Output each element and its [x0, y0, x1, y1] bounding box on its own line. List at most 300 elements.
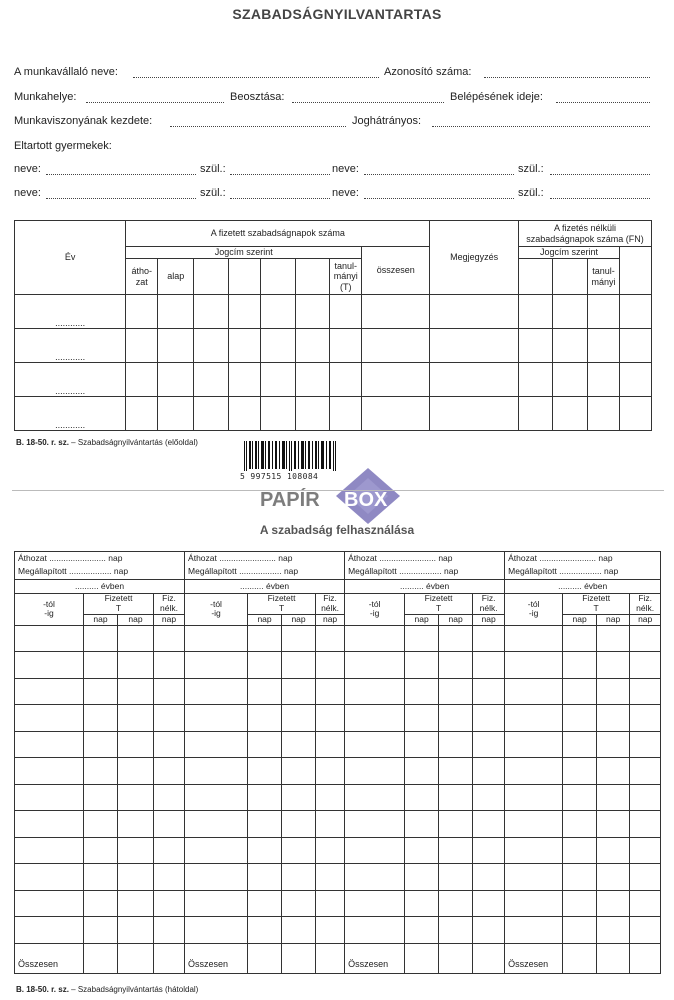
cell[interactable]: [185, 625, 248, 652]
table-row: [15, 295, 652, 329]
cell[interactable]: [597, 705, 630, 732]
cell[interactable]: [185, 890, 248, 917]
employment-start-field[interactable]: [170, 126, 346, 127]
cell[interactable]: [597, 731, 630, 758]
cell[interactable]: [619, 295, 651, 329]
cell[interactable]: [563, 917, 597, 944]
cell[interactable]: [316, 758, 345, 785]
cell[interactable]: [563, 784, 597, 811]
cell[interactable]: [619, 329, 651, 363]
cell[interactable]: [118, 784, 154, 811]
total-cell[interactable]: [84, 943, 118, 973]
cell[interactable]: [15, 837, 84, 864]
child-3-born-field[interactable]: [230, 198, 330, 199]
cell[interactable]: [118, 811, 154, 838]
cell[interactable]: [185, 705, 248, 732]
cell[interactable]: [84, 784, 118, 811]
cell[interactable]: [619, 397, 651, 431]
cell[interactable]: [630, 890, 661, 917]
cell[interactable]: [296, 397, 330, 431]
cell[interactable]: [185, 731, 248, 758]
cell[interactable]: [154, 784, 185, 811]
cell[interactable]: [282, 811, 316, 838]
cell[interactable]: [248, 837, 282, 864]
cell[interactable]: [84, 837, 118, 864]
cell[interactable]: [439, 731, 473, 758]
cell[interactable]: [296, 363, 330, 397]
cell[interactable]: [430, 363, 519, 397]
cell[interactable]: [405, 758, 439, 785]
cell[interactable]: [362, 329, 430, 363]
year-cell[interactable]: ............: [15, 295, 126, 329]
cell[interactable]: [316, 625, 345, 652]
cell[interactable]: [158, 329, 194, 363]
cell[interactable]: [630, 917, 661, 944]
cell[interactable]: [405, 625, 439, 652]
cell[interactable]: [185, 837, 248, 864]
cell[interactable]: [248, 731, 282, 758]
cell[interactable]: [154, 731, 185, 758]
cell[interactable]: [282, 890, 316, 917]
cell[interactable]: [229, 363, 261, 397]
cell[interactable]: [588, 397, 620, 431]
employee-name-field[interactable]: [133, 77, 379, 78]
cell[interactable]: [118, 758, 154, 785]
cell[interactable]: [563, 890, 597, 917]
workplace-field[interactable]: [86, 102, 224, 103]
cell[interactable]: [473, 731, 505, 758]
cell[interactable]: [597, 758, 630, 785]
cell[interactable]: [154, 811, 185, 838]
cell[interactable]: [505, 890, 563, 917]
from-to-header: -tól -ig: [15, 594, 84, 626]
cell[interactable]: [15, 917, 84, 944]
cell[interactable]: [15, 811, 84, 838]
nap-header: nap: [282, 614, 316, 625]
cell[interactable]: [597, 837, 630, 864]
cell[interactable]: [154, 917, 185, 944]
cell[interactable]: [248, 652, 282, 679]
cell[interactable]: [505, 678, 563, 705]
cell[interactable]: [84, 625, 118, 652]
cell[interactable]: [282, 652, 316, 679]
total-cell[interactable]: [405, 943, 439, 973]
cell[interactable]: [316, 864, 345, 891]
cell[interactable]: [505, 625, 563, 652]
cell[interactable]: [296, 295, 330, 329]
child-1-name-label: neve:: [14, 163, 41, 175]
nap-header: nap: [473, 614, 505, 625]
cell[interactable]: [630, 864, 661, 891]
cell[interactable]: [158, 363, 194, 397]
cell[interactable]: [316, 731, 345, 758]
cell[interactable]: [439, 837, 473, 864]
cell[interactable]: [630, 837, 661, 864]
cell[interactable]: [126, 329, 158, 363]
table-row: [15, 917, 661, 944]
seniority-field[interactable]: [432, 126, 650, 127]
cell[interactable]: [282, 705, 316, 732]
cell[interactable]: [316, 811, 345, 838]
cell[interactable]: [185, 917, 248, 944]
cell[interactable]: [15, 864, 84, 891]
cell[interactable]: [229, 397, 261, 431]
cell[interactable]: [505, 652, 563, 679]
position-field[interactable]: [292, 102, 444, 103]
cell[interactable]: [597, 890, 630, 917]
cell[interactable]: [316, 784, 345, 811]
total-cell[interactable]: [248, 943, 282, 973]
cell[interactable]: [518, 295, 552, 329]
cell[interactable]: [154, 625, 185, 652]
cell[interactable]: [439, 864, 473, 891]
entry-date-field[interactable]: [556, 102, 650, 103]
cell[interactable]: [282, 837, 316, 864]
cell[interactable]: [552, 295, 587, 329]
cell[interactable]: [248, 784, 282, 811]
cell[interactable]: [185, 784, 248, 811]
cell[interactable]: [563, 678, 597, 705]
total-cell[interactable]: [439, 943, 473, 973]
cell[interactable]: [439, 890, 473, 917]
cell[interactable]: [282, 784, 316, 811]
cell[interactable]: [430, 295, 519, 329]
cell[interactable]: [261, 295, 296, 329]
cell[interactable]: [154, 890, 185, 917]
cell[interactable]: [430, 397, 519, 431]
total-cell[interactable]: [563, 943, 597, 973]
cell[interactable]: [118, 731, 154, 758]
cell[interactable]: [597, 811, 630, 838]
cell[interactable]: [84, 917, 118, 944]
cell[interactable]: [405, 784, 439, 811]
cell[interactable]: [118, 837, 154, 864]
cell[interactable]: [563, 864, 597, 891]
cell[interactable]: [439, 625, 473, 652]
child-4-name-field[interactable]: [364, 198, 514, 199]
cell[interactable]: [473, 917, 505, 944]
cell[interactable]: [563, 837, 597, 864]
unpaid-header: Fiz. nélk.: [630, 594, 661, 615]
cell[interactable]: [229, 295, 261, 329]
employee-name-label: A munkavállaló neve:: [14, 66, 118, 78]
total-cell[interactable]: [282, 943, 316, 973]
cell[interactable]: [563, 625, 597, 652]
cell[interactable]: [552, 397, 587, 431]
cell[interactable]: [345, 625, 405, 652]
cell[interactable]: [248, 625, 282, 652]
cell[interactable]: [473, 678, 505, 705]
year-cell[interactable]: ............: [15, 363, 126, 397]
cell[interactable]: [473, 890, 505, 917]
cell[interactable]: [563, 652, 597, 679]
cell[interactable]: [518, 363, 552, 397]
cell[interactable]: [154, 678, 185, 705]
cell[interactable]: [405, 917, 439, 944]
cell[interactable]: [282, 864, 316, 891]
cell[interactable]: [405, 864, 439, 891]
cell[interactable]: [597, 678, 630, 705]
cell[interactable]: [316, 837, 345, 864]
blank-header: [229, 259, 261, 295]
cell[interactable]: [588, 329, 620, 363]
notes-header: Megjegyzés: [430, 221, 519, 295]
cell[interactable]: [316, 890, 345, 917]
child-3-name-label: neve:: [14, 187, 41, 199]
cell[interactable]: [118, 625, 154, 652]
cell[interactable]: [439, 811, 473, 838]
cell[interactable]: [430, 329, 519, 363]
established-line: Megállapított .................. nap: [505, 566, 661, 580]
cell[interactable]: [345, 758, 405, 785]
cell[interactable]: [248, 705, 282, 732]
cell[interactable]: [126, 363, 158, 397]
cell[interactable]: [630, 758, 661, 785]
cell[interactable]: [282, 625, 316, 652]
cell[interactable]: [345, 678, 405, 705]
cell[interactable]: [362, 397, 430, 431]
cell[interactable]: [362, 295, 430, 329]
cell[interactable]: [473, 652, 505, 679]
cell[interactable]: [630, 731, 661, 758]
cell[interactable]: [563, 705, 597, 732]
child-1-name-field[interactable]: [46, 174, 196, 175]
cell[interactable]: [630, 652, 661, 679]
cell[interactable]: [248, 758, 282, 785]
cell[interactable]: [345, 811, 405, 838]
cell[interactable]: [282, 758, 316, 785]
cell[interactable]: [118, 705, 154, 732]
cell[interactable]: [194, 329, 229, 363]
papirbox-logo-icon: [258, 466, 420, 528]
cell[interactable]: [15, 625, 84, 652]
child-1-born-field[interactable]: [230, 174, 330, 175]
cell[interactable]: [185, 864, 248, 891]
cell[interactable]: [185, 652, 248, 679]
cell[interactable]: [473, 837, 505, 864]
cell[interactable]: [248, 678, 282, 705]
cell[interactable]: [84, 811, 118, 838]
cell[interactable]: [505, 811, 563, 838]
cell[interactable]: [345, 705, 405, 732]
cell[interactable]: [84, 705, 118, 732]
study-header: tanul- mányi (T): [330, 259, 362, 295]
cell[interactable]: [154, 705, 185, 732]
cell[interactable]: [362, 363, 430, 397]
nap-header: nap: [316, 614, 345, 625]
cell[interactable]: [405, 731, 439, 758]
cell[interactable]: [118, 678, 154, 705]
cell[interactable]: [126, 295, 158, 329]
cell[interactable]: [261, 329, 296, 363]
child-4-name-label: neve:: [332, 187, 359, 199]
cell[interactable]: [439, 758, 473, 785]
cell[interactable]: [439, 705, 473, 732]
cell[interactable]: [316, 652, 345, 679]
cell[interactable]: [630, 784, 661, 811]
cell[interactable]: [84, 890, 118, 917]
back-footer-text: – Szabadságnyilvántartás (hátoldal): [71, 985, 199, 994]
cell[interactable]: [154, 652, 185, 679]
cell[interactable]: [345, 864, 405, 891]
cell[interactable]: [405, 837, 439, 864]
id-number-field[interactable]: [484, 77, 650, 78]
cell[interactable]: [405, 705, 439, 732]
cell[interactable]: [316, 917, 345, 944]
cell[interactable]: [630, 678, 661, 705]
cell[interactable]: [194, 295, 229, 329]
cell[interactable]: [405, 811, 439, 838]
child-3-name-field[interactable]: [46, 198, 196, 199]
cell[interactable]: [158, 295, 194, 329]
cell[interactable]: [597, 625, 630, 652]
page-title: SZABADSÁGNYILVANTARTAS: [232, 6, 442, 22]
cell[interactable]: [345, 837, 405, 864]
nap-header: nap: [563, 614, 597, 625]
cell[interactable]: [619, 363, 651, 397]
cell[interactable]: [588, 363, 620, 397]
cell[interactable]: [405, 890, 439, 917]
cell[interactable]: [345, 917, 405, 944]
total-cell[interactable]: [473, 943, 505, 973]
cell[interactable]: [282, 678, 316, 705]
cell[interactable]: [552, 329, 587, 363]
total-cell[interactable]: [154, 943, 185, 973]
cell[interactable]: [439, 784, 473, 811]
total-cell[interactable]: [316, 943, 345, 973]
cell[interactable]: [473, 705, 505, 732]
cell[interactable]: [248, 811, 282, 838]
cell[interactable]: [473, 784, 505, 811]
cell[interactable]: [597, 784, 630, 811]
unpaid-blank-header: [552, 259, 587, 295]
total-cell[interactable]: [597, 943, 630, 973]
cell[interactable]: [439, 917, 473, 944]
paid-header: Fizetett T: [563, 594, 630, 615]
cell[interactable]: [15, 731, 84, 758]
cell[interactable]: [505, 758, 563, 785]
cell[interactable]: [84, 678, 118, 705]
cell[interactable]: [405, 652, 439, 679]
cell[interactable]: [316, 705, 345, 732]
cell[interactable]: [15, 890, 84, 917]
cell[interactable]: [84, 864, 118, 891]
cell[interactable]: [15, 784, 84, 811]
cell[interactable]: [597, 652, 630, 679]
cell[interactable]: [118, 652, 154, 679]
cell[interactable]: [597, 864, 630, 891]
established-label: Megállapított: [348, 566, 397, 577]
cell[interactable]: [154, 758, 185, 785]
cell[interactable]: [185, 678, 248, 705]
cell[interactable]: [563, 731, 597, 758]
cell[interactable]: [518, 329, 552, 363]
seniority-label: Joghátrányos:: [352, 115, 422, 127]
cell[interactable]: [316, 678, 345, 705]
cell[interactable]: [248, 890, 282, 917]
child-2-name-field[interactable]: [364, 174, 514, 175]
cell[interactable]: [15, 678, 84, 705]
cell[interactable]: [330, 397, 362, 431]
cell[interactable]: [518, 397, 552, 431]
cell[interactable]: [597, 917, 630, 944]
cell[interactable]: [552, 363, 587, 397]
cell[interactable]: [154, 837, 185, 864]
cell[interactable]: [505, 784, 563, 811]
cell[interactable]: [282, 731, 316, 758]
cell[interactable]: [345, 731, 405, 758]
cell[interactable]: [15, 652, 84, 679]
cell[interactable]: [505, 864, 563, 891]
cell[interactable]: [84, 758, 118, 785]
child-4-born-field[interactable]: [550, 198, 650, 199]
cell[interactable]: [345, 890, 405, 917]
cell[interactable]: [185, 758, 248, 785]
total-cell[interactable]: [118, 943, 154, 973]
cell[interactable]: [229, 329, 261, 363]
cell[interactable]: [588, 295, 620, 329]
cell[interactable]: [630, 705, 661, 732]
cell[interactable]: [345, 784, 405, 811]
cell[interactable]: [15, 705, 84, 732]
cell[interactable]: [330, 329, 362, 363]
cell[interactable]: [261, 363, 296, 397]
cell[interactable]: [158, 397, 194, 431]
cell[interactable]: [330, 295, 362, 329]
cell[interactable]: [84, 731, 118, 758]
cell[interactable]: [505, 705, 563, 732]
carryover-label: Áthozat: [18, 552, 47, 563]
cell[interactable]: [473, 758, 505, 785]
cell[interactable]: [405, 678, 439, 705]
cell[interactable]: [118, 917, 154, 944]
cell[interactable]: [330, 363, 362, 397]
cell[interactable]: [296, 329, 330, 363]
cell[interactable]: [261, 397, 296, 431]
cell[interactable]: [185, 811, 248, 838]
cell[interactable]: [194, 363, 229, 397]
cell[interactable]: [505, 731, 563, 758]
cell[interactable]: [505, 837, 563, 864]
cell[interactable]: [630, 625, 661, 652]
nap-header: nap: [630, 614, 661, 625]
cell[interactable]: [630, 811, 661, 838]
cell[interactable]: [118, 864, 154, 891]
cell[interactable]: [505, 917, 563, 944]
cell[interactable]: [248, 864, 282, 891]
cell[interactable]: [473, 811, 505, 838]
cell[interactable]: [118, 890, 154, 917]
cell[interactable]: [84, 652, 118, 679]
cell[interactable]: [439, 678, 473, 705]
cell[interactable]: [473, 625, 505, 652]
child-2-born-field[interactable]: [550, 174, 650, 175]
cell[interactable]: [282, 917, 316, 944]
year-cell[interactable]: ............: [15, 397, 126, 431]
cell[interactable]: [194, 397, 229, 431]
cell[interactable]: [345, 652, 405, 679]
total-cell[interactable]: [630, 943, 661, 973]
cell[interactable]: [154, 864, 185, 891]
year-cell[interactable]: ............: [15, 329, 126, 363]
cell[interactable]: [563, 811, 597, 838]
cell[interactable]: [248, 917, 282, 944]
cell[interactable]: [563, 758, 597, 785]
cell[interactable]: [15, 758, 84, 785]
cell[interactable]: [473, 864, 505, 891]
cell[interactable]: [126, 397, 158, 431]
cell[interactable]: [439, 652, 473, 679]
